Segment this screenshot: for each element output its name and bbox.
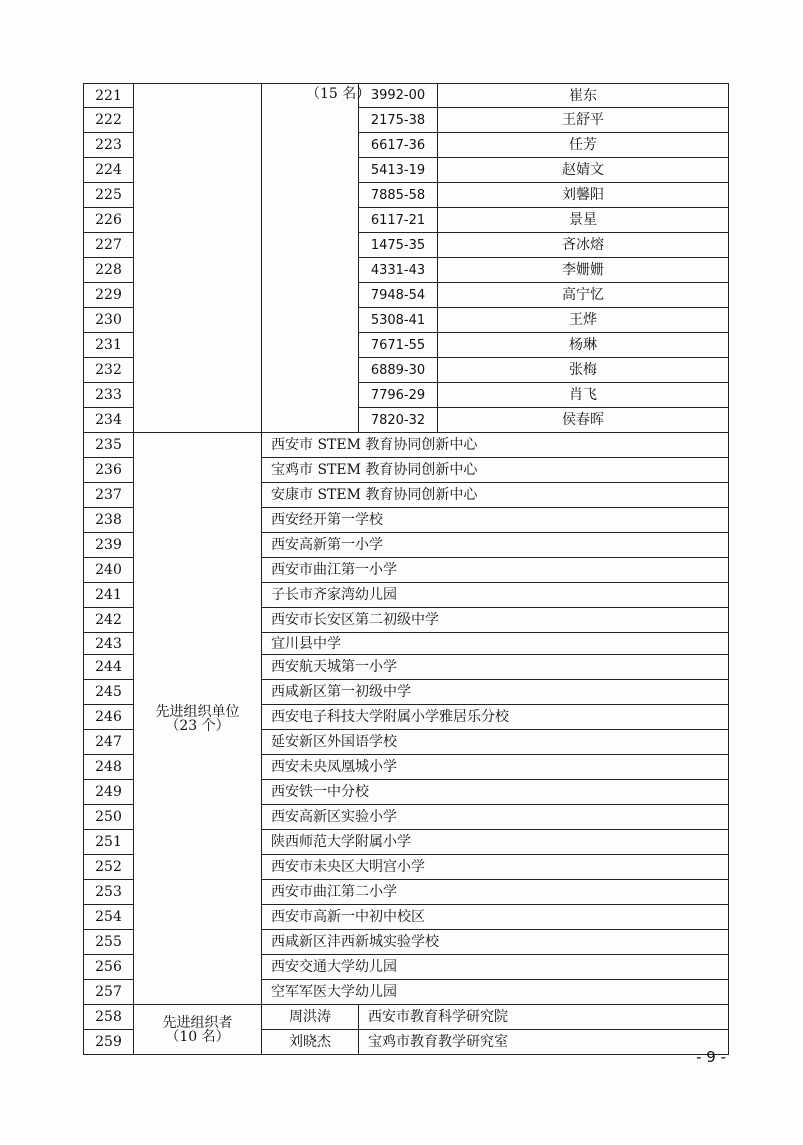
row-number: 250 [84,805,134,830]
row-number: 252 [84,855,134,880]
id-code: 7796-29 [359,383,438,408]
row-number: 226 [84,208,134,233]
id-code: 7885-58 [359,183,438,208]
row-number: 246 [84,705,134,730]
page-number: - 9 - [696,1048,726,1066]
row-number: 240 [84,558,134,583]
row-number: 234 [84,408,134,433]
organization-name: 西安航天城第一小学 [262,655,729,680]
work-unit: 宝鸡市教育教学研究室 [359,1030,729,1055]
award-list-table [83,83,729,1055]
organization-name: 西安市未央区大明宫小学 [262,855,729,880]
person-name: 吝冰熔 [438,233,729,258]
id-code: 5413-19 [359,158,438,183]
row-number: 256 [84,955,134,980]
table-row [84,84,729,108]
category-name: 先进组织单位 [155,703,240,720]
id-code: 1475-35 [359,233,438,258]
organization-name: 安康市 STEM 教育协同创新中心 [262,483,729,508]
row-number: 221 [84,84,134,108]
organization-name: 西安交通大学幼儿园 [262,955,729,980]
row-number: 239 [84,533,134,558]
organization-name: 宜川县中学 [262,633,729,655]
organization-name: 西安市长安区第二初级中学 [262,608,729,633]
row-number: 255 [84,930,134,955]
person-name: 王烨 [438,308,729,333]
person-name: 高宁忆 [438,283,729,308]
row-number: 228 [84,258,134,283]
id-code: 6889-30 [359,358,438,383]
row-number: 243 [84,633,134,655]
organization-name: 西安未央凤凰城小学 [262,755,729,780]
row-number: 238 [84,508,134,533]
row-number: 227 [84,233,134,258]
row-number: 259 [84,1030,134,1055]
row-number: 236 [84,458,134,483]
row-number: 248 [84,755,134,780]
row-number: 245 [84,680,134,705]
organization-name: 延安新区外国语学校 [262,730,729,755]
person-name: 李姗姗 [438,258,729,283]
person-name: 任芳 [438,133,729,158]
row-number: 235 [84,433,134,458]
row-number: 249 [84,780,134,805]
row-number: 242 [84,608,134,633]
category-cell-blank [134,84,262,433]
row-number: 223 [84,133,134,158]
row-number: 225 [84,183,134,208]
person-name: 杨琳 [438,333,729,358]
person-name: 刘馨阳 [438,183,729,208]
category-count: （23 个） [165,717,230,734]
id-code: 7820-32 [359,408,438,433]
row-number: 258 [84,1005,134,1030]
id-code: 3992-00 [359,84,438,108]
row-number: 231 [84,333,134,358]
category-name: 先进组织者 [162,1014,233,1031]
person-name: 刘晓杰 [262,1030,359,1055]
organization-name: 西咸新区沣西新城实验学校 [262,930,729,955]
row-number: 233 [84,383,134,408]
row-number: 253 [84,880,134,905]
organization-name: 西安铁一中分校 [262,780,729,805]
id-code: 4331-43 [359,258,438,283]
row-number: 241 [84,583,134,608]
id-code: 2175-38 [359,108,438,133]
row-number: 237 [84,483,134,508]
organization-name: 宝鸡市 STEM 教育协同创新中心 [262,458,729,483]
id-code: 6117-21 [359,208,438,233]
row-number: 247 [84,730,134,755]
person-name: 崔东 [438,84,729,108]
id-code: 7948-54 [359,283,438,308]
category-count-note: （15 名） [262,84,359,433]
organization-name: 陕西师范大学附属小学 [262,830,729,855]
row-number: 230 [84,308,134,333]
organization-name: 空军军医大学幼儿园 [262,980,729,1005]
person-name: 王舒平 [438,108,729,133]
organization-name: 西安电子科技大学附属小学雅居乐分校 [262,705,729,730]
organization-name: 西安市曲江第二小学 [262,880,729,905]
row-number: 254 [84,905,134,930]
person-name: 周洪涛 [262,1005,359,1030]
id-code: 5308-41 [359,308,438,333]
row-number: 222 [84,108,134,133]
organization-name: 西咸新区第一初级中学 [262,680,729,705]
organization-name: 西安市高新一中初中校区 [262,905,729,930]
organization-name: 子长市齐家湾幼儿园 [262,583,729,608]
table-row [84,1005,729,1030]
category-count: （10 名） [165,1028,230,1045]
person-name: 肖飞 [438,383,729,408]
organization-name: 西安经开第一学校 [262,508,729,533]
category-cell [134,1005,262,1055]
category-cell [134,433,262,1005]
id-code: 6617-36 [359,133,438,158]
organization-name: 西安高新区实验小学 [262,805,729,830]
row-number: 224 [84,158,134,183]
organization-name: 西安市曲江第一小学 [262,558,729,583]
organization-name: 西安市 STEM 教育协同创新中心 [262,433,729,458]
row-number: 257 [84,980,134,1005]
person-name: 赵婧文 [438,158,729,183]
row-number: 244 [84,655,134,680]
id-code: 7671-55 [359,333,438,358]
person-name: 景星 [438,208,729,233]
row-number: 251 [84,830,134,855]
person-name: 侯春晖 [438,408,729,433]
organization-name: 西安高新第一小学 [262,533,729,558]
row-number: 229 [84,283,134,308]
table-row [84,433,729,458]
work-unit: 西安市教育科学研究院 [359,1005,729,1030]
person-name: 张梅 [438,358,729,383]
row-number: 232 [84,358,134,383]
